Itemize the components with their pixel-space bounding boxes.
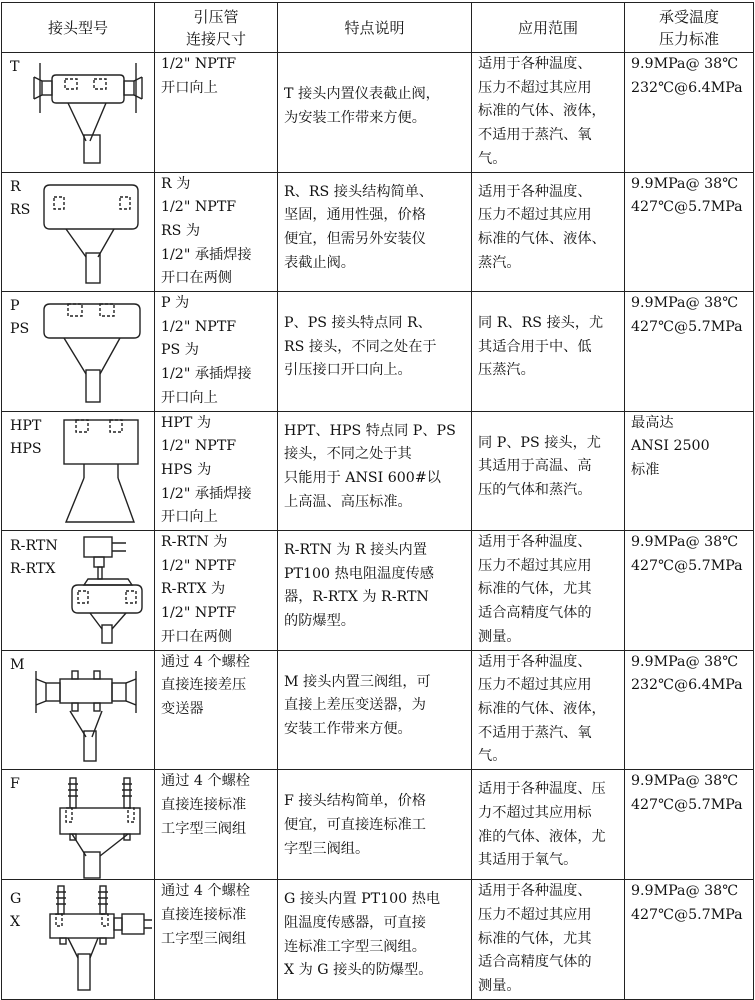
connection-cell: 通过 4 个螺栓 直接连接差压 变送器 xyxy=(155,650,278,770)
connection-cell: 通过 4 个螺栓 直接连接标准 工字型三阀组 xyxy=(155,880,278,1000)
table-row xyxy=(2,292,754,412)
model-cell: G X xyxy=(2,880,155,1000)
features-cell: R-RTN 为 R 接头内置 PT100 热电阻温度传感 器，R-RTX 为 R-RTN 的防爆型。 xyxy=(278,531,472,651)
m-connector-icon xyxy=(2,651,155,763)
model-cell: R-RTN R-RTX xyxy=(2,531,155,651)
connection-cell: HPT 为 1/2" NPTF HPS 为 1/2" 承插焊接 开口向上 xyxy=(155,411,278,531)
application-cell: 同 P、PS 接头，尤 其适用于高温、高 压的气体和蒸汽。 xyxy=(472,411,625,531)
pressure-cell: 9.9MPa@ 38℃ 232℃@6.4MPa xyxy=(625,650,754,770)
table-row xyxy=(2,53,754,173)
pressure-cell: 9.9MPa@ 38℃ 427℃@5.7MPa xyxy=(625,770,754,880)
features-cell: T 接头内置仪表截止阀， 为安装工作带来方便。 xyxy=(278,53,472,173)
application-cell: 适用于各种温度、压 力不超过其应用标 准的气体、液体，尤 其适用于氧气。 xyxy=(472,770,625,880)
model-cell: M xyxy=(2,650,155,770)
model-cell: P PS xyxy=(2,292,155,412)
model-cell: F xyxy=(2,770,155,880)
features-cell: F 接头结构简单，价格 便宜，可直接连标准工 字型三阀组。 xyxy=(278,770,472,880)
table-row xyxy=(2,172,754,292)
model-cell: HPT HPS xyxy=(2,411,155,531)
model-cell xyxy=(2,53,155,173)
table-row xyxy=(2,411,754,531)
features-cell: G 接头内置 PT100 热电 阻温度传感器，可直接 连标准工字型三阀组。 X 为 G 接头的防爆型。 xyxy=(278,880,472,1000)
g-connector-icon xyxy=(2,880,155,993)
model-code: T xyxy=(10,59,20,75)
connector-spec-table xyxy=(1,2,754,1000)
application-cell: 同 R、RS 接头，尤 其适合用于中、低 压蒸汽。 xyxy=(472,292,625,412)
application-cell: 适用于各种温度、 压力不超过其应用 标准的气体、液体， 不适用于蒸汽、氧 气。 xyxy=(472,53,625,173)
header-connection: 引压管 连接尺寸 xyxy=(155,3,278,53)
connection-cell: P 为 1/2" NPTF PS 为 1/2" 承插焊接 开口向上 xyxy=(155,292,278,412)
application-cell: 适用于各种温度、 压力不超过其应用 标准的气体、液体， 不适用于蒸汽、氧 气。 xyxy=(472,650,625,770)
pressure-cell: 9.9MPa@ 38℃ 232℃@6.4MPa xyxy=(625,53,754,173)
connection-cell: R-RTN 为 1/2" NPTF R-RTX 为 1/2" NPTF 开口在两侧 xyxy=(155,531,278,651)
connection-cell: 通过 4 个螺栓 直接连接标准 工字型三阀组 xyxy=(155,770,278,880)
application-cell: 适用于各种温度、 压力不超过其应用 标准的气体，尤其 适合高精度气体的 测量。 xyxy=(472,531,625,651)
pressure-cell: 9.9MPa@ 38℃ 427℃@5.7MPa xyxy=(625,292,754,412)
features-cell: R、RS 接头结构简单、 坚固，通用性强，价格 便宜，但需另外安装仪 表截止阀。 xyxy=(278,172,472,292)
features-cell: P、PS 接头特点同 R、 RS 接头，不同之处在于 引压接口开口向上。 xyxy=(278,292,472,412)
features-cell: HPT、HPS 特点同 P、PS 接头，不同之处于其 只能用于 ANSI 600#以 上高温、高压标准。 xyxy=(278,411,472,531)
pressure-cell: 9.9MPa@ 38℃ 427℃@5.7MPa xyxy=(625,172,754,292)
features-cell: M 接头内置三阀组，可 直接上差压变送器，为 安装工作带来方便。 xyxy=(278,650,472,770)
t-connector-icon xyxy=(2,53,155,165)
table-row xyxy=(2,880,754,1000)
header-application: 应用范围 xyxy=(472,3,625,53)
table-row xyxy=(2,650,754,770)
pressure-cell: 9.9MPa@ 38℃ 427℃@5.7MPa xyxy=(625,880,754,1000)
header-pressure: 承受温度 压力标准 xyxy=(625,3,754,53)
pressure-cell: 最高达 ANSI 2500 标准 xyxy=(625,411,754,531)
header-features: 特点说明 xyxy=(278,3,472,53)
connection-cell: R 为 1/2" NPTF RS 为 1/2" 承插焊接 开口在两侧 xyxy=(155,172,278,292)
pressure-cell: 9.9MPa@ 38℃ 427℃@5.7MPa xyxy=(625,531,754,651)
connection-cell: 1/2" NPTF 开口向上 xyxy=(155,53,278,173)
application-cell: 适用于各种温度、 压力不超过其应用 标准的气体，尤其 适合高精度气体的 测量。 xyxy=(472,880,625,1000)
table-row xyxy=(2,531,754,651)
model-cell: R RS xyxy=(2,172,155,292)
table-row xyxy=(2,770,754,880)
header-model: 接头型号 xyxy=(2,3,155,53)
application-cell: 适用于各种温度、 压力不超过其应用 标准的气体、液体、 蒸汽。 xyxy=(472,172,625,292)
header-row xyxy=(2,3,754,53)
f-connector-icon xyxy=(2,770,155,880)
